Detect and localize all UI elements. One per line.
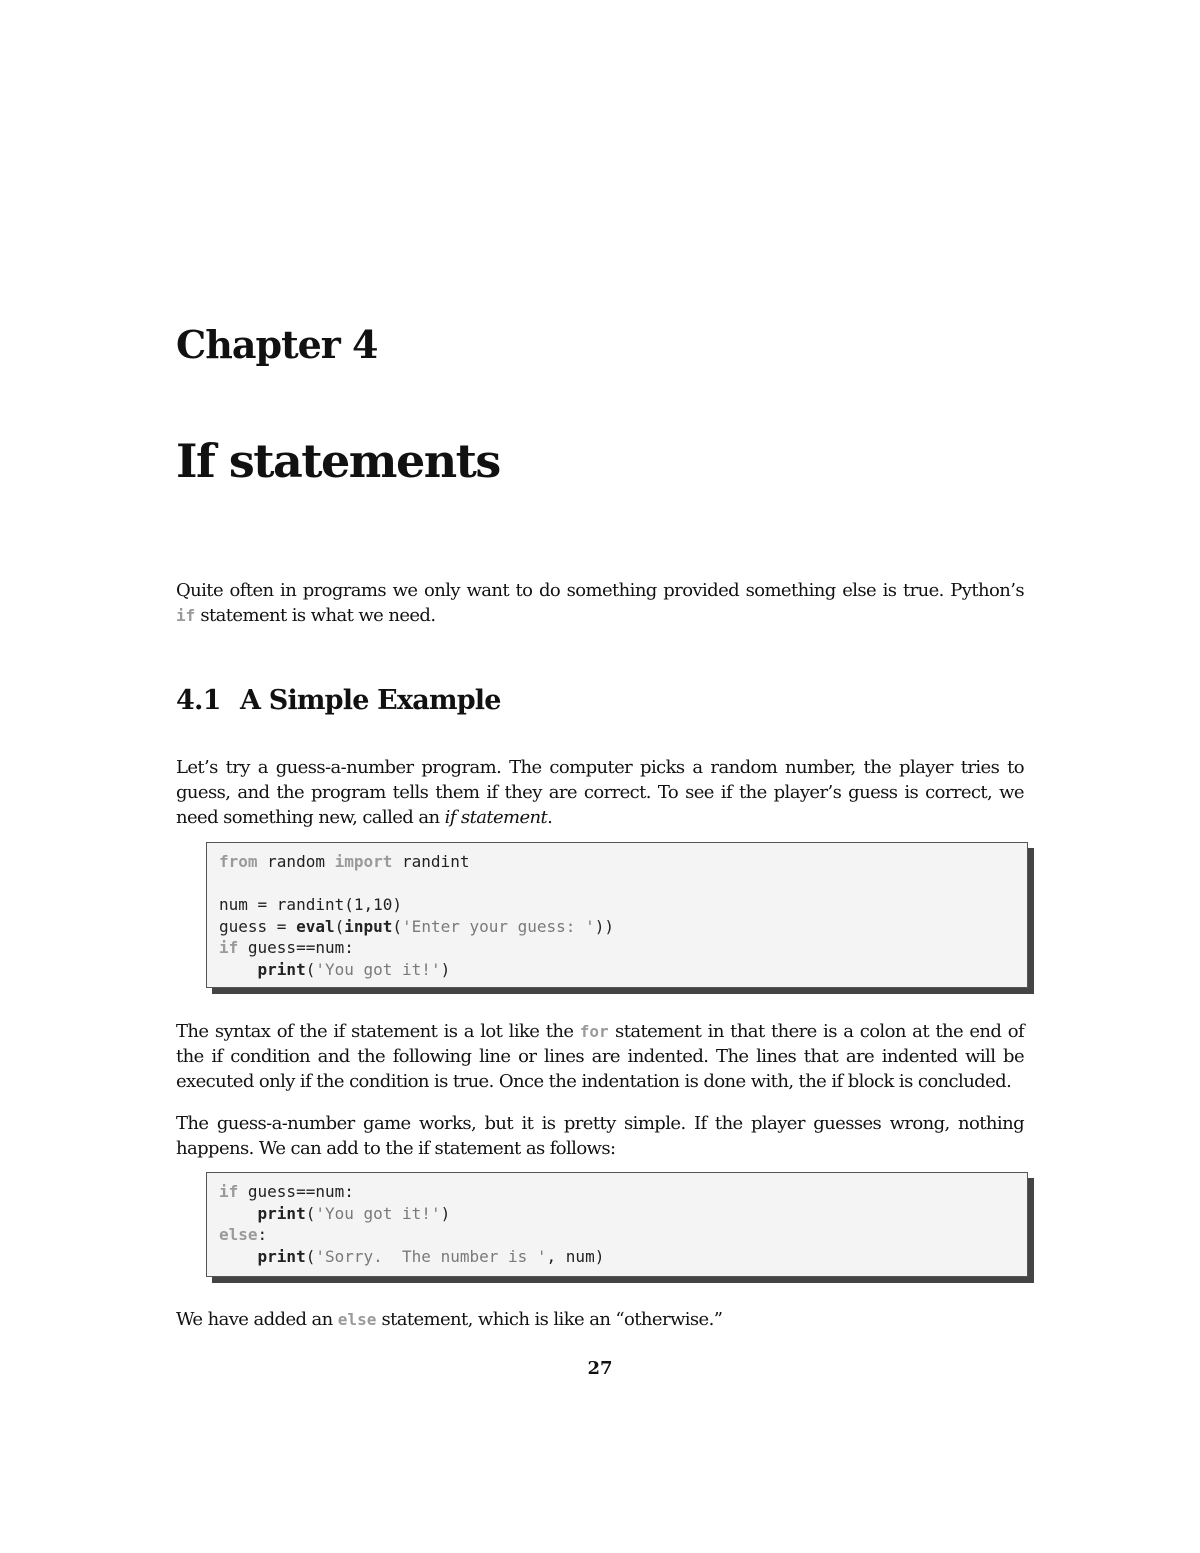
code-text: ( bbox=[334, 916, 345, 936]
code-text: guess==num: bbox=[238, 938, 354, 957]
code-builtin: print bbox=[257, 959, 306, 979]
code-text: randint bbox=[392, 852, 470, 871]
example-emphasis: if statement bbox=[444, 807, 548, 828]
example-end: . bbox=[547, 807, 553, 828]
code-text bbox=[219, 960, 258, 979]
code-line bbox=[219, 1246, 1015, 1268]
else-text-before: We have added an bbox=[176, 1309, 338, 1330]
chapter-label: Chapter 4 bbox=[176, 322, 378, 367]
code-text: ( bbox=[392, 916, 403, 936]
page-number: 27 bbox=[587, 1358, 613, 1379]
code-text: : bbox=[257, 1225, 268, 1244]
else-inline-code: else bbox=[337, 1310, 377, 1329]
code-text: ( bbox=[305, 959, 316, 979]
syntax-paragraph bbox=[176, 1019, 1024, 1094]
code-text: random bbox=[257, 852, 335, 871]
else-text-after: statement, which is like an “otherwise.” bbox=[376, 1309, 723, 1330]
code-string: 'You got it!' bbox=[315, 959, 441, 979]
code-builtin: print bbox=[257, 1246, 306, 1266]
code-line bbox=[219, 1203, 1015, 1225]
intro-inline-code: if bbox=[176, 606, 196, 625]
code-line bbox=[219, 937, 1015, 959]
intro-paragraph bbox=[176, 578, 1024, 628]
code-builtin: input bbox=[344, 916, 393, 936]
chapter-title: If statements bbox=[176, 434, 500, 488]
code-block-guess bbox=[206, 842, 1028, 988]
code-line bbox=[219, 894, 1015, 916]
example-paragraph bbox=[176, 755, 1024, 830]
code-line bbox=[219, 873, 1015, 895]
intro-text-before: Quite often in programs we only want to do something provided something else is true. Python’s bbox=[176, 580, 1024, 601]
else-paragraph bbox=[176, 1307, 1024, 1332]
code-text bbox=[219, 1204, 258, 1223]
code-text: ) bbox=[440, 1203, 451, 1223]
code-text: ) bbox=[440, 959, 451, 979]
code-text: ( bbox=[305, 1203, 316, 1223]
code-keyword: from bbox=[219, 852, 258, 871]
code-text: num = randint(1,10) bbox=[219, 895, 403, 914]
code-keyword: else bbox=[219, 1225, 258, 1244]
code-text: , num) bbox=[546, 1246, 605, 1266]
code-block-else bbox=[206, 1172, 1028, 1277]
code-keyword: if bbox=[219, 1182, 239, 1201]
syntax-inline-code: for bbox=[579, 1022, 609, 1041]
code-line bbox=[219, 851, 1015, 873]
code-keyword: import bbox=[334, 852, 393, 871]
code-text bbox=[219, 1247, 258, 1266]
improve-paragraph bbox=[176, 1111, 1024, 1161]
code-string: 'Sorry. The number is ' bbox=[315, 1246, 547, 1266]
code-text: guess = bbox=[219, 916, 297, 936]
code-string: 'You got it!' bbox=[315, 1203, 441, 1223]
code-line bbox=[219, 1224, 1015, 1246]
code-keyword: if bbox=[219, 938, 239, 957]
code-string: 'Enter your guess: ' bbox=[402, 916, 595, 936]
code-line bbox=[219, 1181, 1015, 1203]
syntax-text-before: The syntax of the if statement is a lot like the bbox=[176, 1021, 580, 1042]
section-number: 4.1 bbox=[176, 685, 221, 716]
code-builtin: eval bbox=[296, 916, 335, 936]
section-title: A Simple Example bbox=[240, 685, 501, 716]
code-text: ( bbox=[305, 1246, 316, 1266]
example-text: Let’s try a guess-a-number program. The computer picks a random number, the player tries to guess, and the program tells them if they are correct. To see if the player’s guess is correct, we need something new, called an bbox=[176, 757, 1024, 828]
code-line bbox=[219, 959, 1015, 981]
improve-text: The guess-a-number game works, but it is pretty simple. If the player guesses wrong, nothing happens. We can add to the if statement as follows: bbox=[176, 1113, 1024, 1159]
code-text: guess==num: bbox=[238, 1182, 354, 1201]
syntax-text-after: statement in that there is a colon at the end of the if condition and the following line or lines are indented. The lines that are indented will be executed only if the condition is true. Once the indentation is done with, the if block is concluded. bbox=[176, 1021, 1025, 1092]
code-text: )) bbox=[594, 916, 614, 936]
code-builtin: print bbox=[257, 1203, 306, 1223]
intro-text-after: statement is what we need. bbox=[195, 605, 436, 626]
code-line bbox=[219, 916, 1015, 938]
section-heading bbox=[176, 685, 501, 716]
